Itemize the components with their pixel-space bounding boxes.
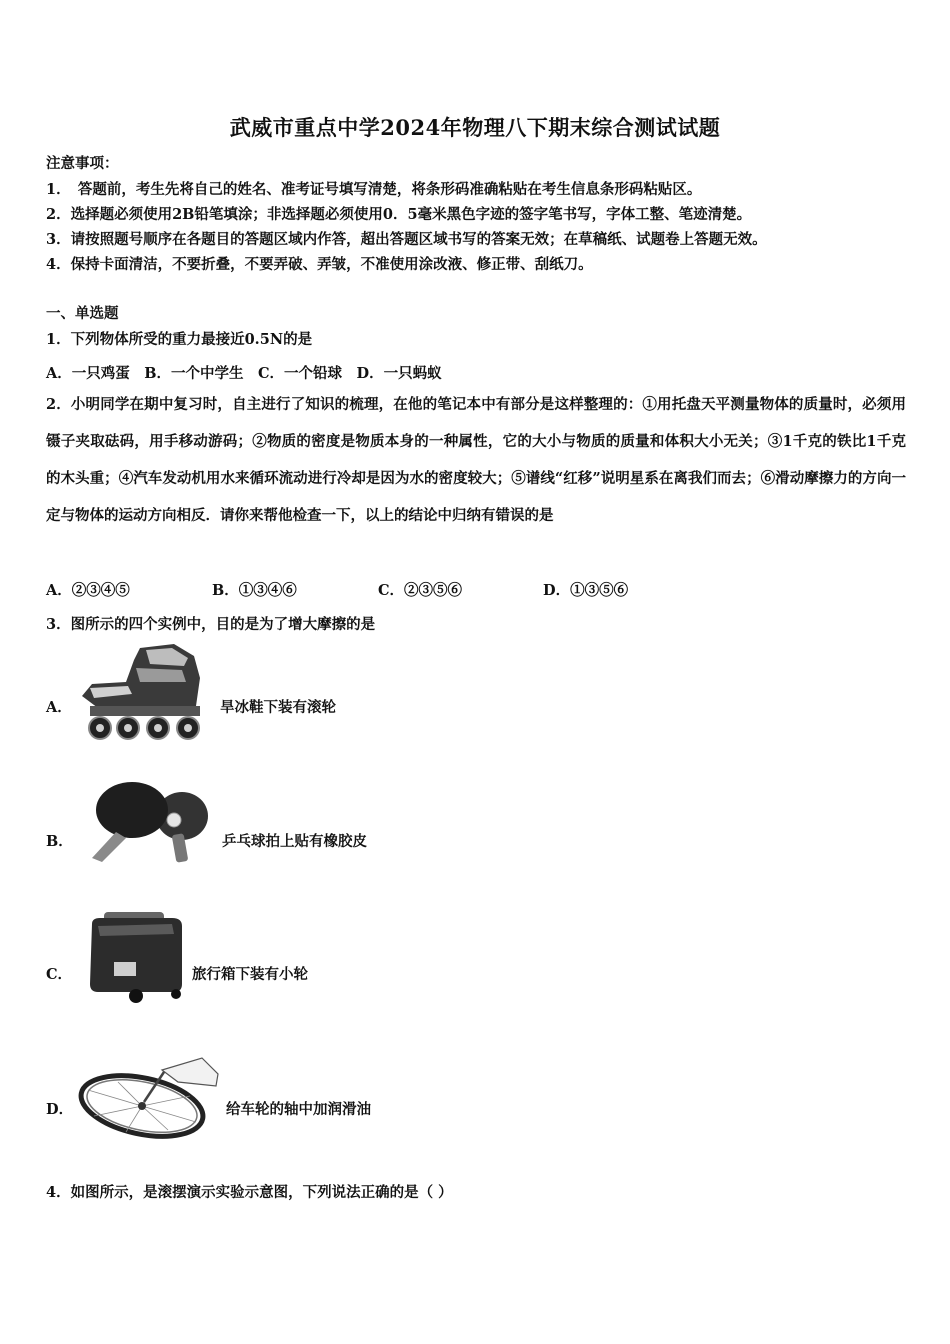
q1-stem: 1．下列物体所受的重力最接近0.5N的是 — [46, 331, 313, 348]
q3-option-d-text: 给车轮的轴中加润滑油 — [226, 1101, 371, 1118]
q3-option-d-letter: D． — [46, 1101, 74, 1118]
notice-item-3: 3．请按照题号顺序在各题目的答题区域内作答，超出答题区域书写的答案无效；在草稿纸、试题卷上答题无效。 — [46, 231, 767, 248]
q2-option-b: B．①③④⑥ — [212, 582, 297, 599]
q2-option-a: A．②③④⑤ — [46, 582, 130, 599]
q3-option-b-letter: B． — [46, 833, 73, 850]
bicycle-wheel-image — [78, 1056, 224, 1140]
q2-option-d: D．①③⑤⑥ — [543, 582, 629, 599]
q3-option-a-letter: A． — [46, 699, 72, 716]
q3-option-b-text: 乒乓球拍上贴有橡胶皮 — [222, 833, 367, 850]
notice-item-2: 2．选择题必须使用2B铅笔填涂；非选择题必须使用0．5毫米黑色字迹的签字笔书写，字体工整、笔迹清楚。 — [46, 206, 752, 223]
notice-item-4: 4．保持卡面清洁，不要折叠，不要弄破、弄皱，不准使用涂改液、修正带、刮纸刀。 — [46, 256, 593, 273]
q4-stem: 4．如图所示，是滚摆演示实验示意图，下列说法正确的是（ ） — [46, 1184, 453, 1201]
notice-heading: 注意事项： — [46, 155, 119, 172]
q3-option-c-letter: C． — [46, 966, 73, 983]
section-heading: 一、单选题 — [46, 305, 119, 322]
roller-skate-image — [70, 642, 216, 742]
ping-pong-paddles-image — [74, 778, 214, 864]
q3-stem: 3．图所示的四个实例中，目的是为了增大摩擦的是 — [46, 616, 376, 633]
q1-options: A．一只鸡蛋 B．一个中学生 C．一个铅球 D．一只蚂蚁 — [46, 365, 442, 382]
q3-option-c-text: 旅行箱下装有小轮 — [192, 966, 308, 983]
q2-option-c: C．②③⑤⑥ — [378, 582, 463, 599]
q2-stem: 2．小明同学在期中复习时，自主进行了知识的梳理，在他的笔记本中有部分是这样整理的：①用托盘天平测量物体的质量时，必须用镊子夹取砝码，用手移动游码；②物质的密度是物质本身的一种属性，它的大小与物质的质量和体积大小无关；③1千克的铁比1千克的木头重；④汽车发动机用水来循环流动进行冷却是因为水的密度较大；⑤谱线“红移”说明星系在离我们而去；⑥滑动摩擦力的方向一定与物体的运动方向相反．请你来帮他检查一下，以上的结论中归纳有错误的是 — [46, 396, 906, 524]
suitcase-image — [84, 910, 188, 1004]
page-title: 武威市重点中学2024年物理八下期末综合测试试题 — [229, 115, 721, 140]
q3-option-a-text: 旱冰鞋下装有滚轮 — [220, 699, 336, 716]
notice-item-1: 1． 答题前，考生先将自己的姓名、准考证号填写清楚，将条形码准确粘贴在考生信息条形码粘贴区。 — [46, 181, 702, 198]
